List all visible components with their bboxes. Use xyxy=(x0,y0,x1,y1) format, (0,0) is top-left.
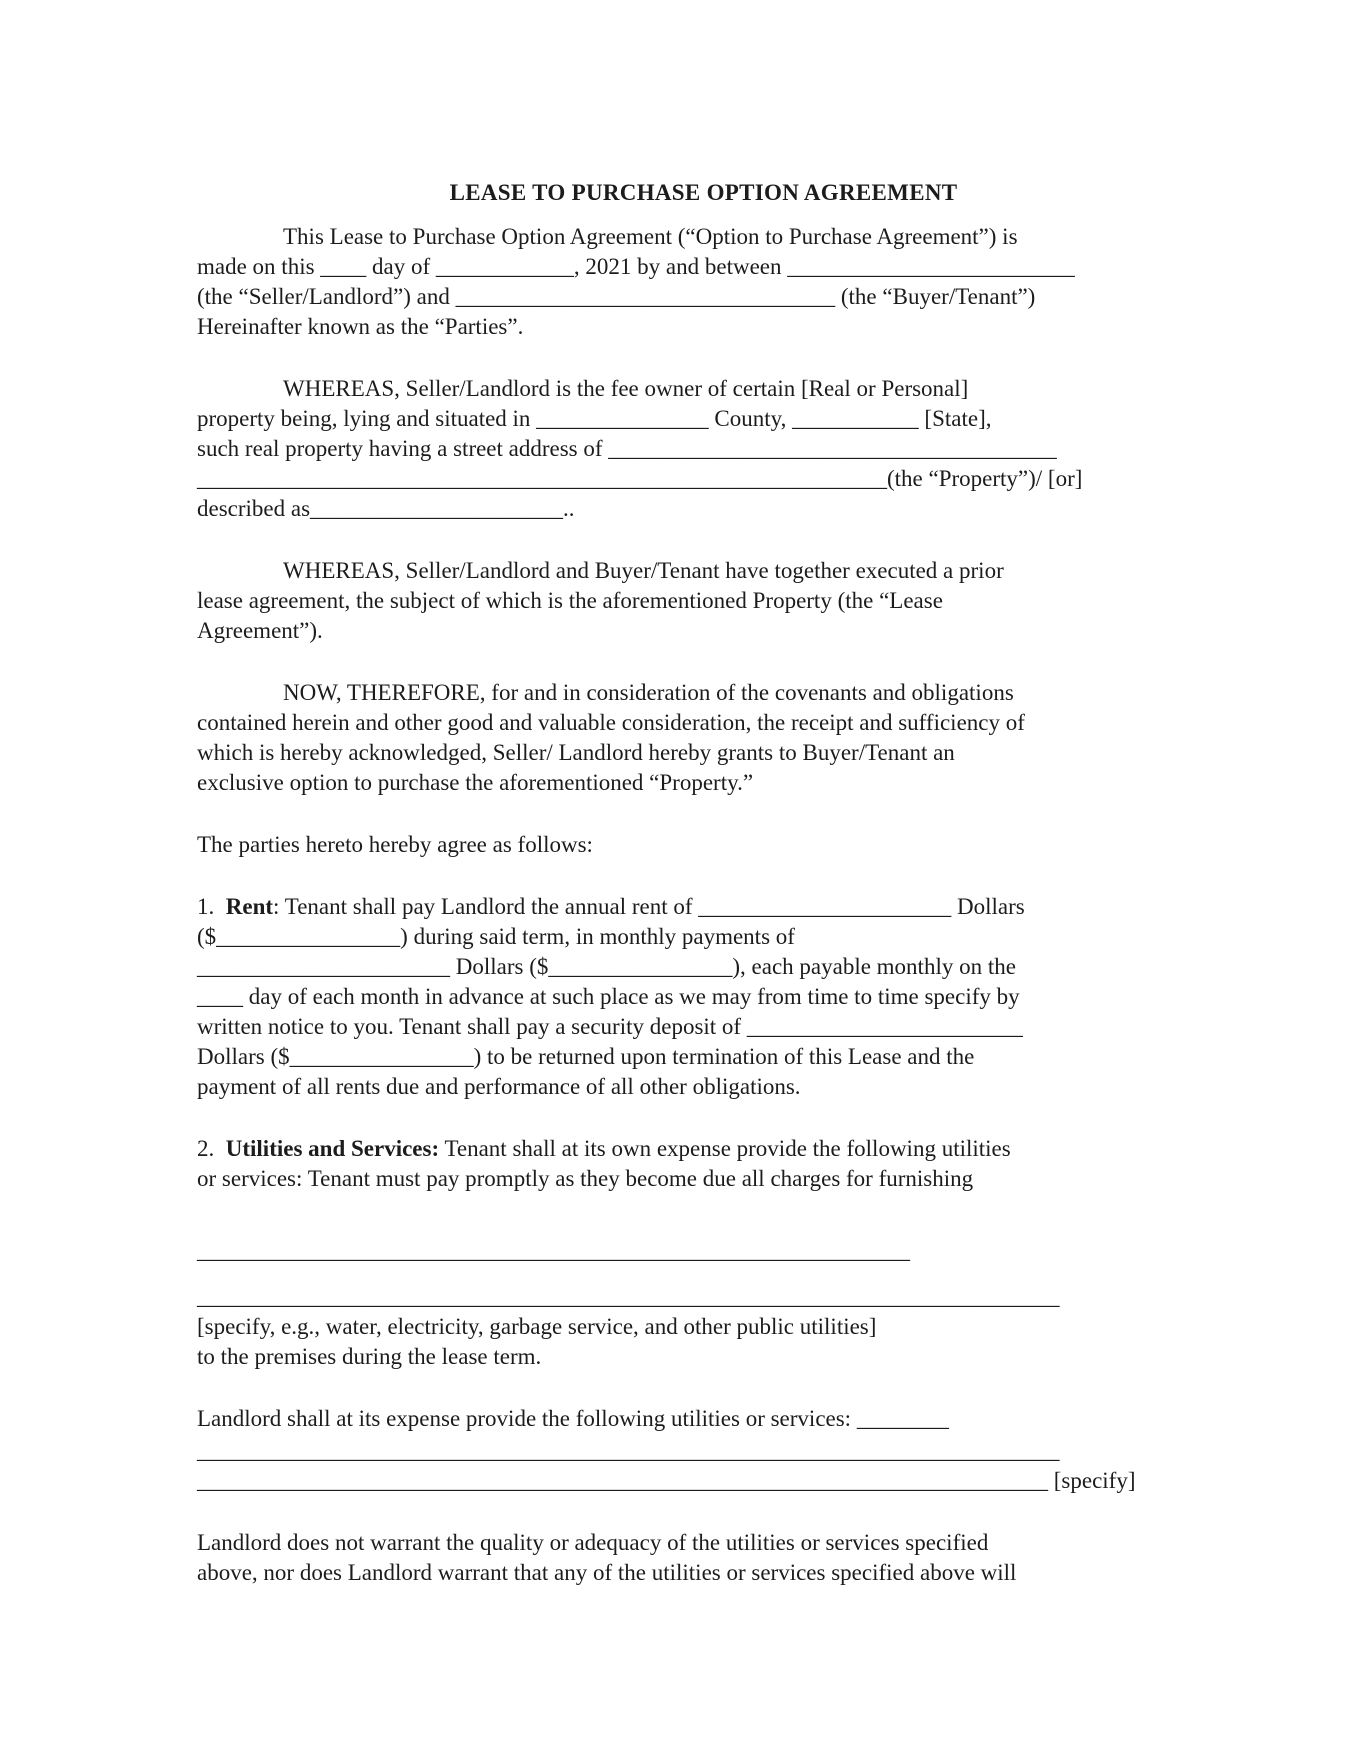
text-line: lease agreement, the subject of which is the aforementioned Property (the “Lease xyxy=(197,588,943,613)
text-line: ___________________________________________________________________________ xyxy=(197,1438,1060,1463)
text-line: (the “Seller/Landlord”) and _________________________________ (the “Buyer/Tenant”) xyxy=(197,284,1036,309)
document-title: LEASE TO PURCHASE OPTION AGREEMENT xyxy=(449,180,958,205)
paragraph-utilities-section xyxy=(197,1134,1210,1194)
text-line: Landlord shall at its expense provide the following utilities or services: ________ xyxy=(197,1406,949,1431)
text-line: ____________________________________________________________(the “Property”)/ [or] xyxy=(197,466,1083,491)
bold-text-run: Rent xyxy=(225,894,274,919)
utilities-fill-line-1 xyxy=(197,1236,1210,1266)
utilities-fill-line-2-and-note xyxy=(197,1282,1210,1372)
text-line: This Lease to Purchase Option Agreement (“Option to Purchase Agreement”) is xyxy=(283,224,1018,249)
text-line: above, nor does Landlord warrant that any of the utilities or services specified above will xyxy=(197,1560,1017,1585)
text-line: ______________________________________________________________ xyxy=(197,1238,910,1263)
text-line: ______________________ Dollars ($________________), each payable monthly on the xyxy=(197,954,1016,979)
text-line: which is hereby acknowledged, Seller/ Landlord hereby grants to Buyer/Tenant an xyxy=(197,740,955,765)
paragraph-whereas-prior-lease xyxy=(197,556,1210,646)
text-line: __________________________________________________________________________ [specify] xyxy=(197,1468,1136,1493)
text-line: written notice to you. Tenant shall pay a security deposit of ________________________ xyxy=(197,1014,1023,1039)
paragraph-rent-section xyxy=(197,892,1210,1102)
text-line: contained herein and other good and valuable consideration, the receipt and sufficiency of xyxy=(197,710,1025,735)
text-line: ___________________________________________________________________________ xyxy=(197,1284,1060,1309)
text-line: property being, lying and situated in _______________ County, ___________ [State], xyxy=(197,406,992,431)
text-line: [specify, e.g., water, electricity, garbage service, and other public utilities] xyxy=(197,1314,877,1339)
paragraph-warranty-disclaimer xyxy=(197,1528,1210,1588)
text-run: 1. xyxy=(197,894,226,919)
paragraph-agree-clause xyxy=(197,830,1210,860)
text-line: ($________________) during said term, in monthly payments of xyxy=(197,924,795,949)
text-line: ____ day of each month in advance at such place as we may from time to time specify by xyxy=(197,984,1020,1009)
text-line: payment of all rents due and performance of all other obligations. xyxy=(197,1074,801,1099)
landlord-provide-fill-lines xyxy=(197,1436,1210,1496)
paragraph-intro xyxy=(197,222,1210,342)
text-line: Dollars ($________________) to be returned upon termination of this Lease and the xyxy=(197,1044,975,1069)
text-line: Agreement”). xyxy=(197,618,323,643)
paragraph-whereas-owner xyxy=(197,374,1210,524)
bold-text-run: Utilities and Services: xyxy=(225,1136,440,1161)
text-line: NOW, THEREFORE, for and in consideration of the covenants and obligations xyxy=(283,680,1014,705)
text-run: Tenant shall at its own expense provide the following utilities xyxy=(439,1136,1011,1161)
text-run: 2. xyxy=(197,1136,226,1161)
text-line: described as______________________.. xyxy=(197,496,575,521)
text-line xyxy=(197,892,1210,922)
text-line: WHEREAS, Seller/Landlord is the fee owner of certain [Real or Personal] xyxy=(283,376,969,401)
text-run: : Tenant shall pay Landlord the annual rent of ______________________ Dollars xyxy=(273,894,1025,919)
text-line: to the premises during the lease term. xyxy=(197,1344,542,1369)
text-line: WHEREAS, Seller/Landlord and Buyer/Tenant have together executed a prior xyxy=(283,558,1004,583)
text-line: made on this ____ day of ____________, 2021 by and between _________________________ xyxy=(197,254,1075,279)
paragraph-landlord-provide xyxy=(197,1404,1210,1434)
text-line: exclusive option to purchase the aforementioned “Property.” xyxy=(197,770,754,795)
text-line xyxy=(197,1134,1210,1164)
text-line: such real property having a street address of _______________________________________ xyxy=(197,436,1057,461)
text-line: The parties hereto hereby agree as follows: xyxy=(197,832,593,857)
text-line: or services: Tenant must pay promptly as they become due all charges for furnishing xyxy=(197,1166,974,1191)
text-line: Hereinafter known as the “Parties”. xyxy=(197,314,524,339)
paragraph-now-therefore xyxy=(197,678,1210,798)
text-line: Landlord does not warrant the quality or adequacy of the utilities or services specified xyxy=(197,1530,989,1555)
